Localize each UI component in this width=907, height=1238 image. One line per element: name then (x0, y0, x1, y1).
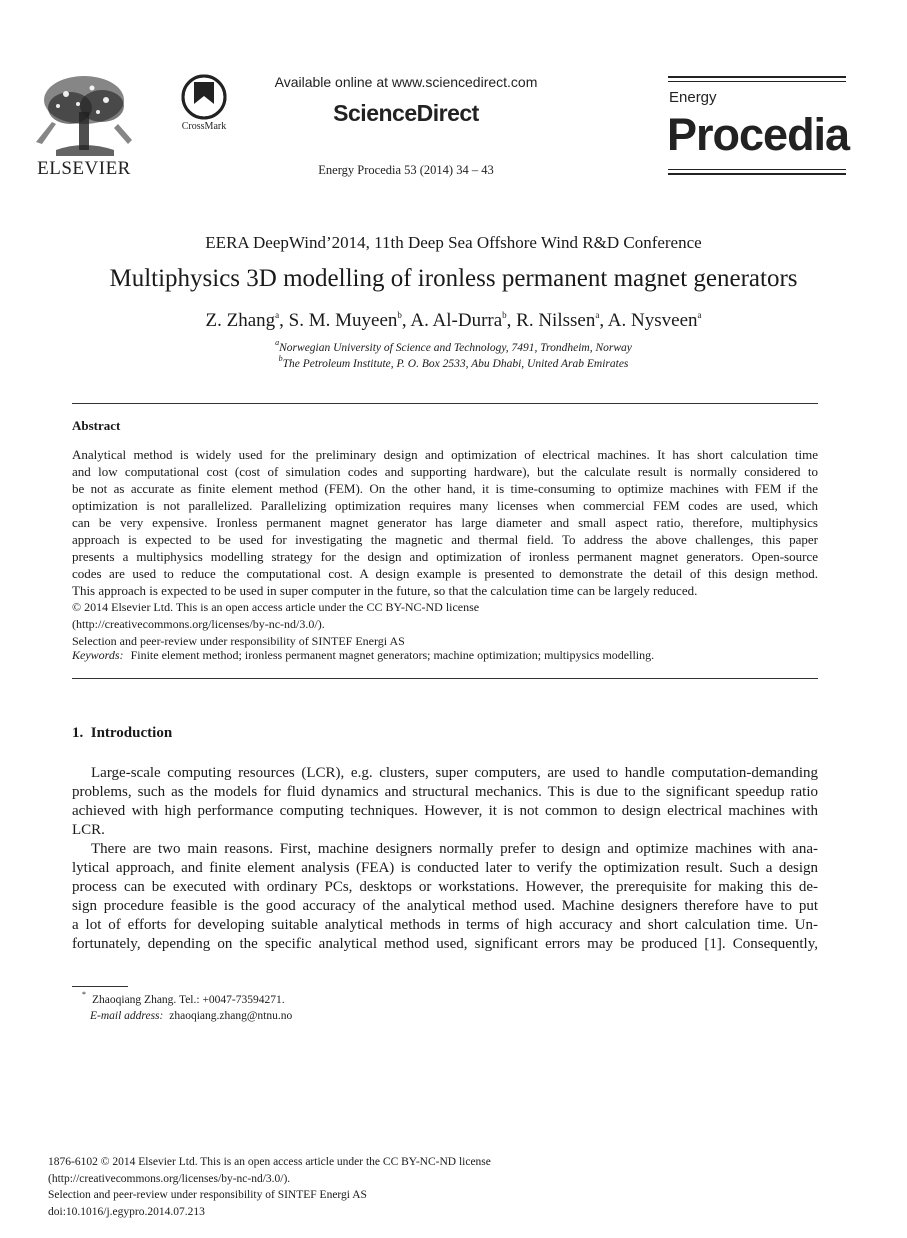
journal-name-small: Energy (669, 89, 717, 106)
corresponding-author-footnote (72, 992, 292, 1024)
affiliation-text: The Petroleum Institute, P. O. Box 2533, Abu Dhabi, United Arab Emirates (282, 358, 629, 370)
footnote-contact: Zhaoqiang Zhang. Tel.: +0047-73594271. (92, 994, 285, 1006)
abstract-heading: Abstract (72, 418, 121, 433)
journal-reference: Energy Procedia 53 (2014) 34 – 43 (318, 163, 494, 177)
abstract-line: can be very expensive. Ironless permanent magnet generator has large diameter and small aspect ratio, therefore, multiphysics (72, 515, 818, 530)
affiliation-mark: b (278, 354, 283, 364)
author-affiliation-mark: a (595, 309, 600, 320)
introduction-paragraph-1 (72, 764, 818, 840)
available-online: Available online at www.sciencedirect.com (274, 74, 538, 90)
footnote-contact-line (72, 992, 292, 1008)
footnote-mark: * (82, 990, 86, 1000)
copyright-notice: © 2014 Elsevier Ltd. This is an open access article under the CC BY-NC-ND license (72, 600, 480, 614)
author-list (0, 310, 907, 332)
footer-peer-review: Selection and peer-review under responsibility of SINTEF Energi AS (48, 1189, 367, 1201)
procedia-top-rule-thin (668, 81, 846, 82)
author-affiliation-mark: b (397, 309, 402, 320)
journal-name-big: Procedia (667, 109, 850, 160)
body-line: achieved with high performance computing techniques. However, it is not common to design electrical machines with (72, 803, 818, 819)
elsevier-logo (22, 72, 146, 180)
body-line: Large-scale computing resources (LCR), e.g. clusters, super computers, are used to handle computation-demanding (91, 765, 818, 781)
author-name[interactable]: R. Nilssen (516, 310, 596, 331)
sciencedirect-wordmark[interactable]: ScienceDirect (333, 100, 479, 126)
author-affiliation-mark: a (697, 309, 702, 320)
abstract-bottom-rule (72, 678, 818, 679)
procedia-top-rule (668, 76, 846, 78)
author-separator: , (279, 310, 289, 331)
author-separator: , (401, 310, 411, 331)
body-line: lytical approach, and finite element analysis (FEA) is conducted later to verify the optimization result. Such a design (72, 860, 818, 876)
footer-license-link[interactable] (48, 1171, 491, 1188)
footnote-email-line (72, 1008, 292, 1024)
abstract-line: approach is expected to be used for investigating the magnetic and thermal field. To address the above challenges, this paper (72, 532, 818, 547)
author-affiliation-mark: a (275, 309, 280, 320)
body-line: process can be executed with ordinary PCs, desktops or workstations. However, the prerequisite for making this de- (72, 879, 818, 895)
author-name[interactable]: A. Al-Durra (410, 310, 503, 331)
elsevier-wordmark: ELSEVIER (37, 158, 131, 179)
keywords-label: Keywords: (72, 648, 124, 662)
abstract-line: optimization is not parallelized. Parallelizing optimization requires many licenses when commercial FEM codes are used, which (72, 498, 818, 513)
footer-doi[interactable]: doi:10.1016/j.egypro.2014.07.213 (48, 1205, 205, 1218)
author-name[interactable]: Z. Zhang (205, 310, 276, 331)
peer-review-note: Selection and peer-review under responsibility of SINTEF Energi AS (72, 634, 405, 648)
abstract-line: Analytical method is widely used for the preliminary design and optimization of electrical machines. It has short calculation time (72, 447, 818, 462)
author-separator: , (506, 310, 517, 331)
footer-license: 1876-6102 © 2014 Elsevier Ltd. This is an open access article under the CC BY-NC-ND license (48, 1156, 491, 1168)
page-footer (48, 1154, 491, 1220)
body-line: LCR. (72, 822, 105, 838)
abstract-line: and low computational cost (cost of simulation codes and supporting hardware), but the calculate result is normally considered to (72, 464, 818, 479)
crossmark-label: CrossMark (181, 121, 227, 132)
email-label: E-mail address: (90, 1010, 164, 1022)
license-link[interactable] (72, 616, 818, 633)
footnote-rule (72, 986, 128, 987)
body-line: problems, such as the models for fluid dynamics and structural mechanics. This is due to the significant speedup ratio (72, 784, 818, 800)
body-line: There are two main reasons. First, machine designers normally prefer to design and optimize machines with ana- (91, 841, 818, 857)
body-line: a lot of efforts for developing suitable analytical methods in terms of high accuracy and short calculation time. Un- (72, 917, 818, 933)
conference-name: EERA DeepWind’2014, 11th Deep Sea Offshore Wind R&D Conference (205, 233, 702, 252)
paper-title: Multiphysics 3D modelling of ironless permanent magnet generators (109, 265, 798, 292)
abstract-line: be not as accurate as finite element method (FEM). On the other hand, it is time-consuming to optimize machines with FEM if the (72, 481, 818, 496)
introduction-paragraph-2 (72, 840, 818, 954)
affiliation-mark: a (275, 338, 280, 348)
keywords-text: Finite element method; ironless permanent magnet generators; machine optimization; multipysics modelling. (130, 648, 655, 662)
procedia-logo (667, 76, 850, 176)
procedia-bottom-rule (668, 169, 846, 170)
elsevier-tree-icon (22, 72, 146, 160)
footer-license-url[interactable]: (http://creativecommons.org/licenses/by-nc-nd/3.0/). (48, 1172, 291, 1185)
abstract-line: This approach is expected to be used in super computer in the future, so that the calculation time can be largely reduced. (72, 583, 698, 598)
affiliation-b (0, 354, 907, 370)
author-name[interactable]: S. M. Muyeen (288, 310, 398, 331)
section-heading-introduction: 1. Introduction (72, 725, 173, 741)
affiliation-a (0, 338, 907, 354)
author-name[interactable]: A. Nysveen (607, 310, 698, 331)
abstract-body (72, 446, 818, 662)
author-affiliation-mark: b (502, 309, 507, 320)
body-line: fortunately, depending on the specific analytical method used, significant errors may be produced [1]. Consequently, (72, 936, 818, 952)
author-separator: , (599, 310, 608, 331)
affiliation-text: Norwegian University of Science and Technology, 7491, Trondheim, Norway (279, 342, 632, 354)
crossmark-icon (181, 74, 227, 120)
crossmark-badge[interactable] (176, 74, 232, 134)
body-line: sign procedure feasible is the good accuracy of the analytical method used. Machine designers therefore have to put (72, 898, 818, 914)
abstract-line: codes are used to reduce the computational cost. A design example is presented to demonstrate the detail of this design method. (72, 566, 818, 581)
keywords (72, 648, 818, 662)
abstract-top-rule (72, 403, 818, 404)
email-address[interactable]: zhaoqiang.zhang@ntnu.no (169, 1010, 293, 1022)
abstract-line: presents a multiphysics modelling strategy for the design and optimization of ironless permanent magnet generators. Open-source (72, 549, 818, 564)
license-url[interactable]: (http://creativecommons.org/licenses/by-nc-nd/3.0/). (72, 617, 325, 631)
procedia-bottom-rule-thick (668, 173, 846, 175)
